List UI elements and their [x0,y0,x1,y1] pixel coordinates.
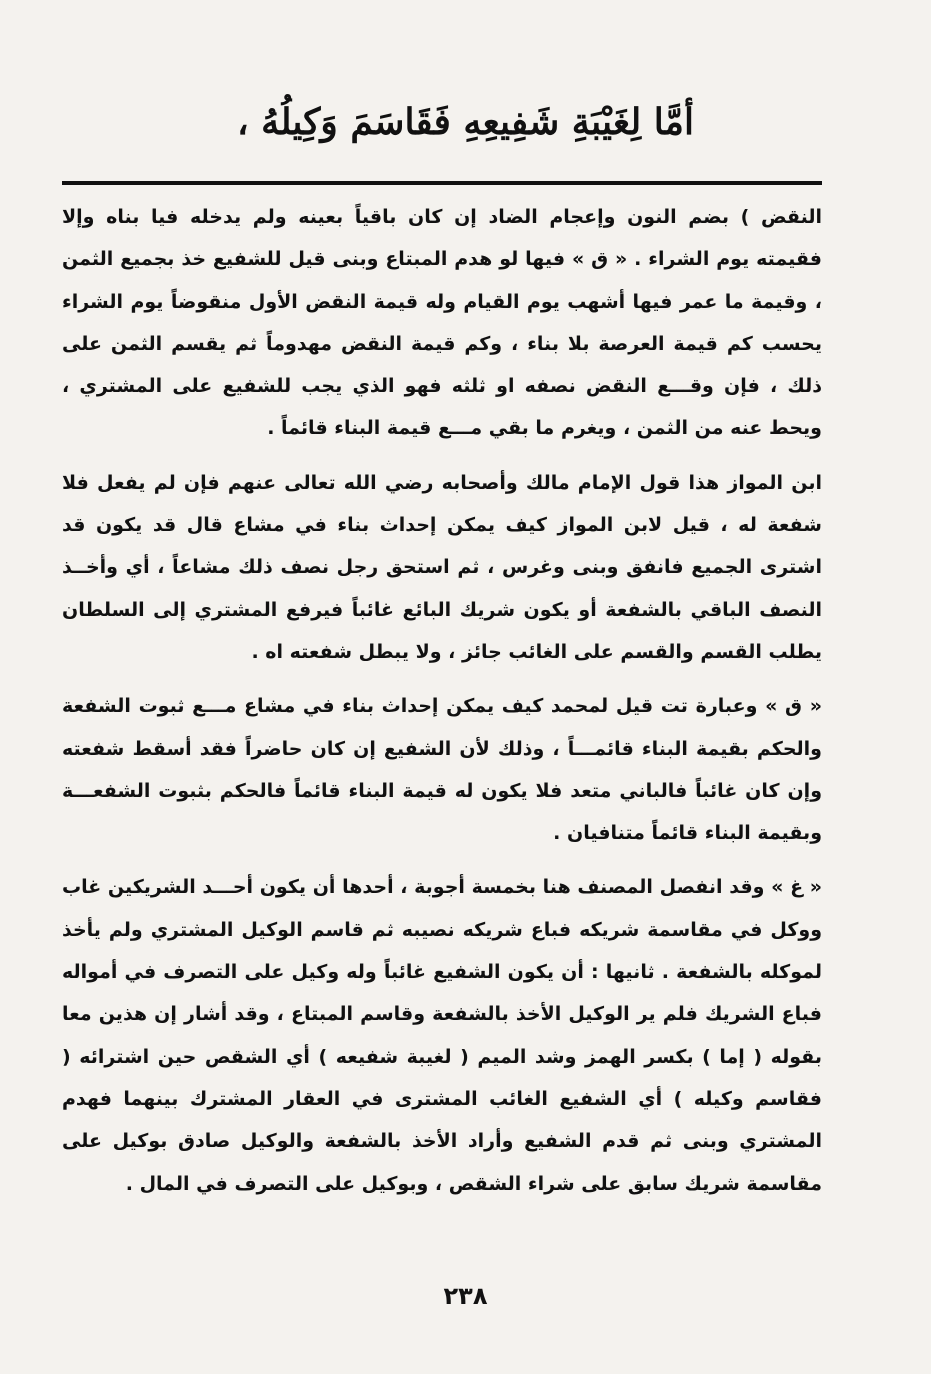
title-divider [62,181,822,185]
paragraph: النقض ) بضم النون وإعجام الضاد إن كان باقياً بعينه ولم يدخله فيا بناه وإلا فقيمته يوم الشراء . « ق » فيها لو هدم المبتاع وبنى قيل للشفيع خذ بجميع الثمن ، وقيمة ما عمر فيها أشهب يوم القيام وله قيمة النقض الأول منقوضاً يوم الشراء يحسب كم قيمة العرصة بلا بناء ، وكم قيمة النقض مهدوماً ثم يقسم الثمن على ذلك ، فإن وقـــع النقض نصفه او ثلثه فهو الذي يجب للشفيع على المشتري ، ويحط عنه من الثمن ، ويغرم ما بقي مـــع قيمة البناء قائماً . [62,206,822,440]
paragraph: ابن المواز هذا قول الإمام مالك وأصحابه رضي الله تعالى عنهم فإن لم يفعل فلا شفعة له ، قيل لابن المواز كيف يمكن إحداث بناء في مشاع قال قد يكون قد اشترى الجميع فانفق وبنى وغرس ، ثم استحق رجل نصف ذلك مشاعاً ، أي وأخــذ النصف الباقي بالشفعة أو يكون شريك البائع غائباً فيرفع المشتري إلى السلطان يطلب القسم والقسم على الغائب جائز ، ولا يبطل شفعته اه . [62,471,822,663]
body-text [62,196,822,1205]
paragraph: « غ » وقد انفصل المصنف هنا بخمسة أجوبة ، أحدها أن يكون أحـــد الشريكين غاب ووكل في مقاسمة شريكه فباع شريكه نصيبه ثم قاسم الوكيل المشتري ولم يأخذ لموكله بالشفعة . ثانيها : أن يكون الشفيع غائباً وله وكيل على التصرف في أمواله فباع الشريك فلم ير الوكيل الأخذ بالشفعة وقاسم المبتاع ، وقد أشار إن هذين معا بقوله ( إما ) بكسر الهمز وشد الميم ( لغيبة شفيعه ) أي الشقص حين اشترائه ( فقاسم وكيله ) أي الشفيع الغائب المشترى في العقار المشترك بينهما فهدم المشتري وبنى ثم قدم الشفيع وأراد الأخذ بالشفعة والوكيل صادق بوكيل على مقاسمة شريك سابق على شراء الشقص ، وبوكيل على التصرف في المال . [62,876,822,1195]
page-number: ٢٣٨ [443,1282,488,1310]
paragraph: « ق » وعبارة تت قيل لمحمد كيف يمكن إحداث بناء في مشاع مـــع ثبوت الشفعة والحكم بقيمة البناء قائمـــاً ، وذلك لأن الشفيع إن كان حاضراً فقد أسقط شفعته وإن كان غائباً فالباني متعد فلا يكون له قيمة البناء قائماً فالحكم بثبوت الشفعـــة وبقيمة البناء قائماً متنافيان . [62,695,822,845]
page-title: أمَّا لِغَيْبَةِ شَفِيعِهِ فَقَاسَمَ وَكِيلُهُ ، [237,101,694,143]
